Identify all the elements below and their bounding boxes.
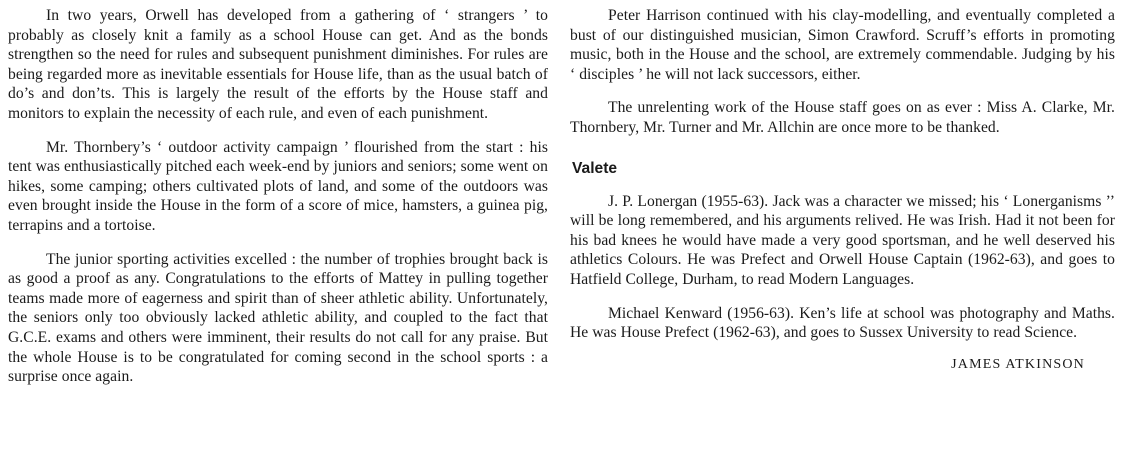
paragraph-house-development: In two years, Orwell has developed from a gathering of ‘ strangers ’ to probably as closely knit a family as a school House can get. And as the bonds strengthen so the need for rules and subsequent punishment diminishes. For rules are being regarded more as inevitable essentials for House life, than as the usual batch of do’s and don’ts. This is largely the result of the efforts by the House staff and monitors to explain the necessity of each rule, and even of each punishment. — [8, 7, 548, 122]
author-signature: JAMES ATKINSON — [951, 356, 1085, 372]
paragraph-kenward: Michael Kenward (1956-63). Ken’s life at school was photography and Maths. He was House Prefect (1962-63), and goes to Sussex University to read Science. — [570, 304, 1115, 342]
left-column — [8, 6, 548, 401]
valete-heading: Valete — [572, 159, 618, 177]
paragraph-junior-sports: The junior sporting activities excelled : the number of trophies brought back is as good a proof as any. Congratulations to the efforts of Mattey in pulling together teams made more of eagerness and spirit than of sheer athletic ability. Unfortunately, the seniors only too obviously lacked athletic ability, and coupled to the fact that G.C.E. exams and others were imminent, their results do not call for any praise. But the whole House is to be congratulated for coming second in the school sports : a surprise once again. — [8, 250, 548, 386]
paragraph-clay-modelling: Peter Harrison continued with his clay-modelling, and eventually completed a bust of our distinguished musician, Simon Crawford. Scruff’s efforts in promoting music, both in the House and the school, are extremely commendable. Judging by his ‘ disciples ’ he will not lack successors, either. — [570, 7, 1115, 83]
right-column — [570, 6, 1115, 373]
paragraph-outdoor-campaign: Mr. Thornbery’s ‘ outdoor activity campaign ’ flourished from the start : his tent was enthusiastically pitched each week-end by juniors and seniors; some went on hikes, some camping; others cultivated plots of land, and some of the outdoors was even brought inside the House in the form of a score of mice, hamsters, a guinea pig, terrapins and a tortoise. — [8, 138, 548, 234]
paragraph-lonergan: J. P. Lonergan (1955-63). Jack was a character we missed; his ‘ Lonerganisms ’’ will be long remembered, and his arguments relived. He was Irish. Had it not been for his bad knees he would have made a very good sportsman, and he well deserved his athletics Colours. He was Prefect and Orwell House Captain (1962-63), and goes to Hatfield College, Durham, to read Modern Languages. — [570, 192, 1115, 288]
paragraph-house-staff: The unrelenting work of the House staff goes on as ever : Miss A. Clarke, Mr. Thornbery, Mr. Turner and Mr. Allchin are once more to be thanked. — [570, 99, 1115, 136]
